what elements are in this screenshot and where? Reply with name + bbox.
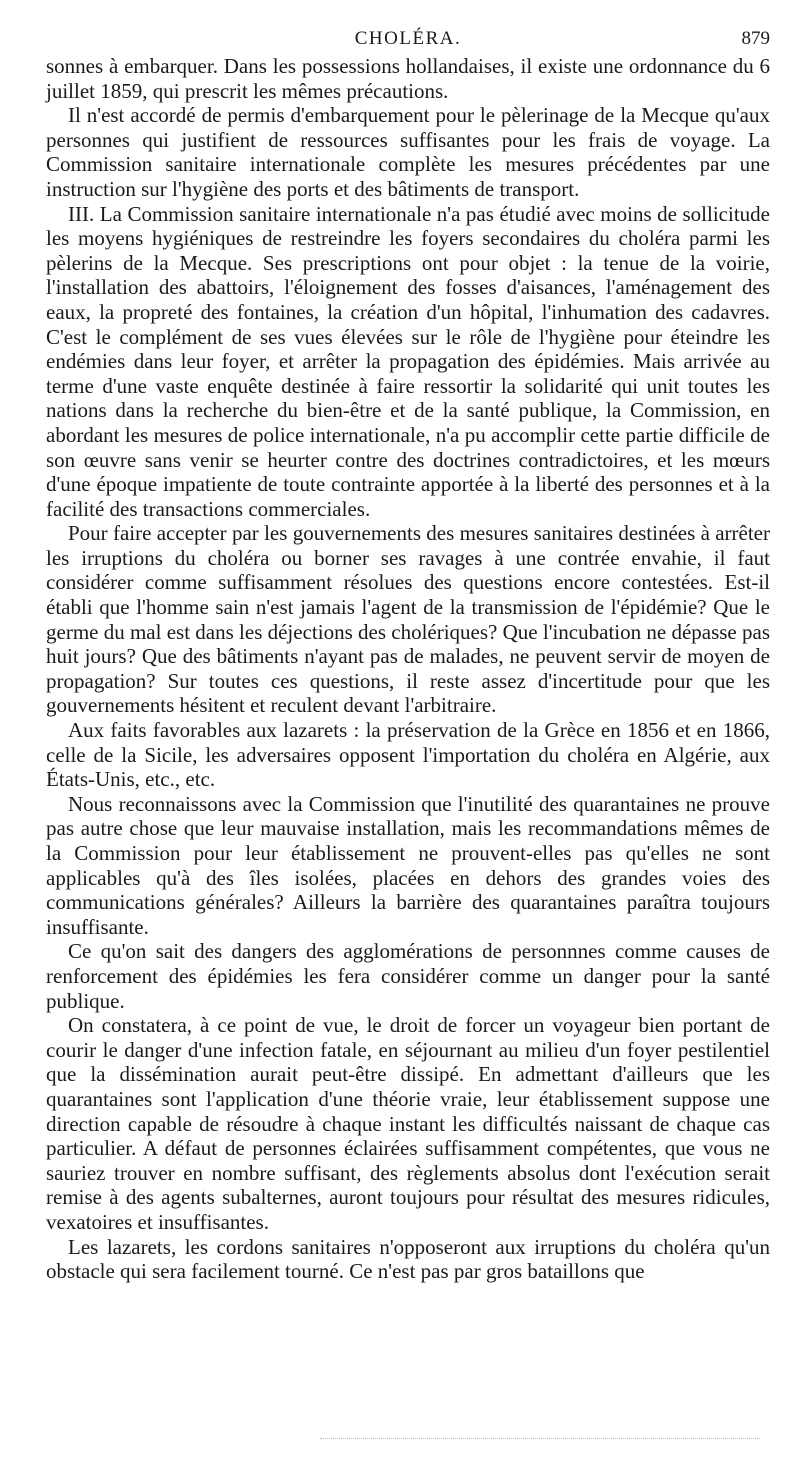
body-text [46,54,770,1284]
paragraph-9: Les lazarets, les cordons sanitaires n'opposeront aux irruptions du choléra qu'un obstacle qui sera facilement tourné. Ce n'est pas par gros bataillons que [46,1234,770,1284]
book-page [46,20,770,1284]
paragraph-8: On constatera, à ce point de vue, le droit de forcer un voyageur bien portant de courir le danger d'une infection fatale, en séjournant au milieu d'un foyer pestilentiel que la dissémination aurait peut-être dissipé. En admettant d'ailleurs que les quarantaines sont l'application d'une théorie vraie, leur établissement suppose une direction capable de résoudre à chaque instant les difficultés naissant de chaque cas particulier. A défaut de personnes éclairées suffisamment compétentes, que vous ne sauriez trouver en nombre suffisant, des règlements absolus dont l'exécution serait remise à des agents subalternes, auront toujours pour résultat des mesures ridicules, vexatoires et insuffisantes. [46,1013,770,1234]
running-title: CHOLÉRA. [354,28,462,49]
paragraph-7: Ce qu'on sait des dangers des agglomérations de personnnes comme causes de renforcement des épidémies les fera considérer comme un danger pour la santé publique. [46,939,770,1013]
page-header [46,20,770,54]
paragraph-6: Nous reconnaissons avec la Commission que l'inutilité des quarantaines ne prouve pas autre chose que leur mauvaise installation, mais les recommandations mêmes de la Commission pour leur établissement ne prouvent-elles pas qu'elles ne sont applicables qu'à des îles isolées, placées en dehors des grandes voies des communications générales? Ailleurs la barrière des quarantaines paraîtra toujours insuffisante. [46,791,770,939]
paragraph-5: Aux faits favorables aux lazarets : la préservation de la Grèce en 1856 et en 1866, celle de la Sicile, les adversaires opposent l'importation du choléra en Algérie, aux États-Unis, etc., etc. [46,718,770,792]
footer-dotted-rule [320,1438,760,1439]
page-number: 879 [741,28,770,49]
paragraph-4: Pour faire accepter par les gouvernements des mesures sanitaires destinées à arrêter les irruptions du choléra ou borner ses ravages à une contrée envahie, il faut considérer comme suffisamment résolues des questions encore contestées. Est-il établi que l'homme sain n'est jamais l'agent de la transmission de l'épidémie? Que le germe du mal est dans les déjections des cholériques? Que l'incubation ne dépasse pas huit jours? Que des bâtiments n'ayant pas de malades, ne peuvent servir de moyen de propagation? Sur toutes ces questions, il reste assez d'incertitude pour que les gouvernements hésitent et reculent devant l'arbitraire. [46,521,770,718]
paragraph-2: Il n'est accordé de permis d'embarquement pour le pèlerinage de la Mecque qu'aux personnes qui justifient de ressources suffisantes pour les frais de voyage. La Commission sanitaire internationale complète les mesures précédentes par une instruction sur l'hygiène des ports et des bâtiments de transport. [46,103,770,201]
paragraph-3: III. La Commission sanitaire internationale n'a pas étudié avec moins de sollicitude les moyens hygiéniques de restreindre les foyers secondaires du choléra parmi les pèlerins de la Mecque. Ses prescriptions ont pour objet : la tenue de la voirie, l'installation des abattoirs, l'éloignement des fosses d'aisances, l'aménagement des eaux, la propreté des fontaines, la création d'un hôpital, l'inhumation des cadavres. C'est le complément de ses vues élevées sur le rôle de l'hygiène pour éteindre les endémies dans leur foyer, et arrêter la propagation des épidémies. Mais arrivée au terme d'une vaste enquête destinée à faire ressortir la solidarité qui unit toutes les nations dans la recherche du bien-être et de la santé publique, la Commission, en abordant les mesures de police internationale, n'a pu accomplir cette partie difficile de son œuvre sans venir se heurter contre des doctrines contradictoires, et les mœurs d'une époque impatiente de toute contrainte apportée à la liberté des personnes et à la facilité des transactions commerciales. [46,201,770,521]
paragraph-1: sonnes à embarquer. Dans les possessions hollandaises, il existe une ordonnance du 6 juillet 1859, qui prescrit les mêmes précautions. [46,54,770,103]
